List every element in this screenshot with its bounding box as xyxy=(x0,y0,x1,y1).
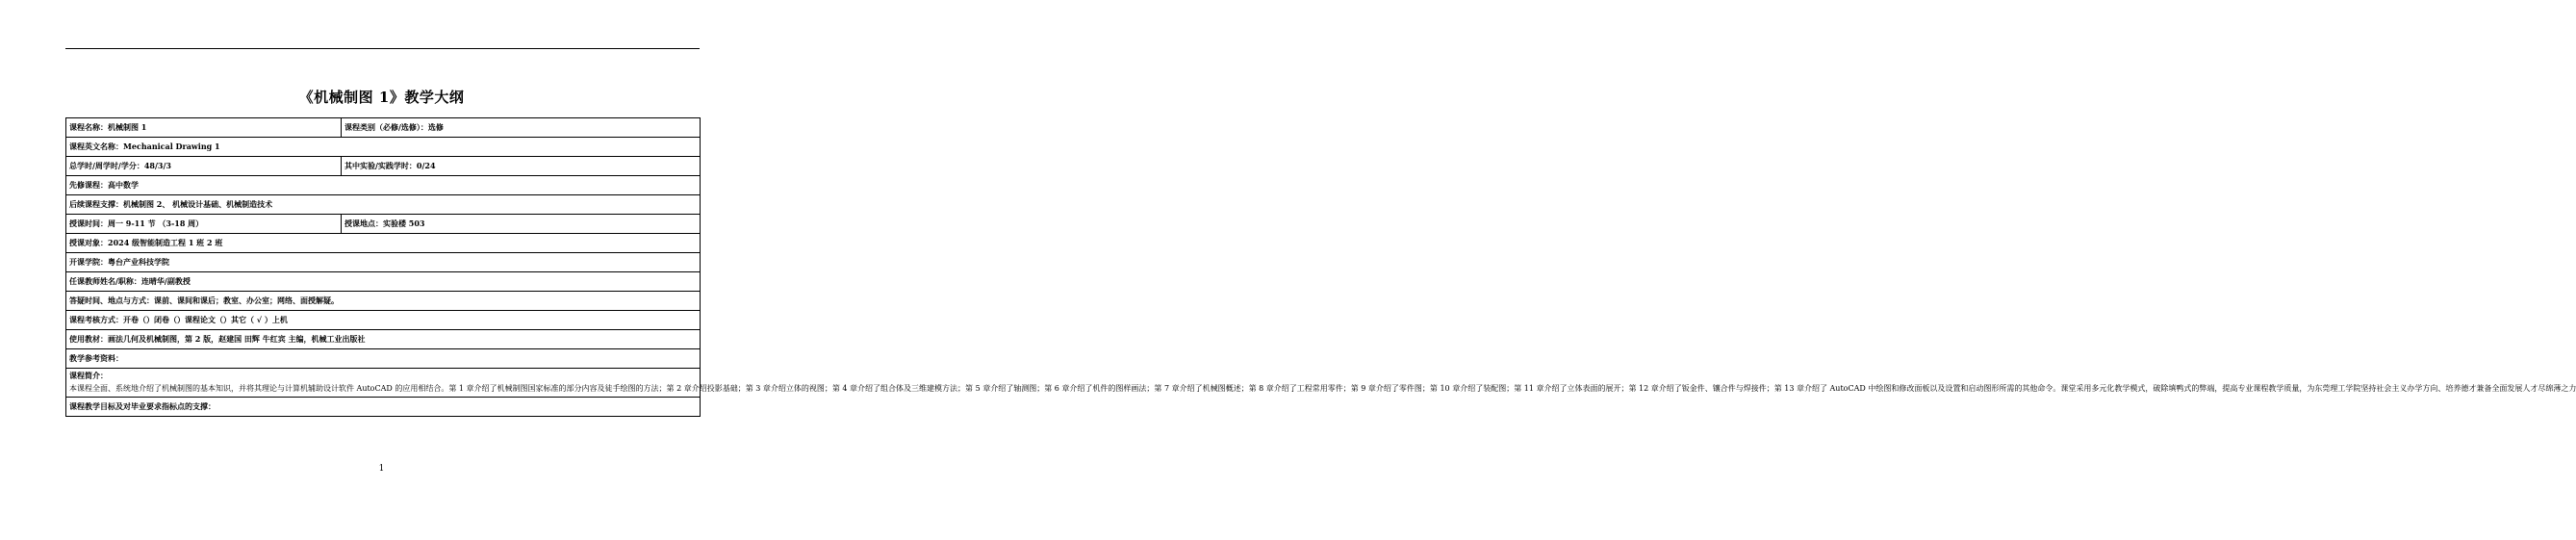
location-cell xyxy=(342,215,701,234)
audience-value: 2024 级智能制造工程 1 班 2 班 xyxy=(108,238,223,247)
audience-cell xyxy=(66,234,701,253)
college-cell xyxy=(66,253,701,272)
table-row xyxy=(66,157,701,176)
textbook-value: 画法几何及机械制图，第 2 版，赵建国 田辉 牛红宾 主编，机械工业出版社 xyxy=(108,334,366,344)
followup-label: 后续课程支撑： xyxy=(69,199,123,209)
intro-label: 课程简介： xyxy=(69,371,108,380)
teacher-value: 连晴华/副教授 xyxy=(140,276,191,286)
page-number: 1 xyxy=(378,464,385,474)
qa-value: 课前、课间和课后；教室、办公室；网络、面授解疑。 xyxy=(154,296,339,305)
english-name-cell xyxy=(66,138,701,157)
table-row xyxy=(66,195,701,215)
location-label: 授课地点： xyxy=(344,219,383,228)
hours-label: 总学时/周学时/学分： xyxy=(69,161,144,170)
table-row xyxy=(66,369,701,398)
table-row xyxy=(66,272,701,292)
audience-label: 授课对象： xyxy=(69,238,108,247)
intro-text: 本课程全面、系统地介绍了机械制图的基本知识，并将其理论与计算机辅助设计软件 AutoCAD 的应用相结合。第 1 章介绍了机械制图国家标准的部分内容及徒手绘图的方法；第 2 章介绍投影基础；第 3 章介绍立体的视图；第 4 章介绍了组合体及三维建模方法；第 5 章介绍了轴测图；第 6 章介绍了机件的图样画法；第 7 章介绍了机械图概述；第 8 章介绍了工程常用零件；第 9 章介绍了零件图；第 10 章介绍了装配图；第 11 章介绍了立体表面的展开；第 12 章介绍了钣金件、镶合件与焊接件；第 13 章介绍了 AutoCAD 中绘图和修改面板以及设置和启动图形所需的其他命令。课堂采用多元化教学模式，破除填鸭式的弊端，提高专业课程教学质量，为东莞理工学院坚持社会主义办学方向、培养德才兼备全面发展人才尽绵薄之力 xyxy=(69,384,2576,393)
table-row xyxy=(66,398,701,417)
assessment-value: 开卷（）闭卷（）课程论文（）其它（ √ ）上机 xyxy=(123,315,288,324)
table-row xyxy=(66,311,701,330)
prereq-value: 高中数学 xyxy=(108,180,139,190)
references-label: 教学参考资料： xyxy=(69,353,123,363)
english-name-label: 课程英文名称： xyxy=(69,141,123,151)
teacher-label: 任课教师姓名/职称： xyxy=(69,276,141,286)
table-row xyxy=(66,234,701,253)
assessment-label: 课程考核方式： xyxy=(69,315,123,324)
lab-hours-label: 其中实验/实践学时： xyxy=(344,161,417,170)
table-row xyxy=(66,253,701,272)
table-row xyxy=(66,292,701,311)
prereq-label: 先修课程： xyxy=(69,180,108,190)
table-row xyxy=(66,118,701,138)
time-label: 授课时间： xyxy=(69,219,108,228)
references-cell xyxy=(66,349,701,369)
textbook-label: 使用教材： xyxy=(69,334,108,344)
english-name-value: Mechanical Drawing 1 xyxy=(123,141,220,151)
objectives-cell xyxy=(66,398,701,417)
table-row xyxy=(66,176,701,195)
assessment-cell xyxy=(66,311,701,330)
course-type-label: 课程类别（必修/选修）： xyxy=(344,122,428,132)
table-row xyxy=(66,215,701,234)
qa-label: 答疑时间、地点与方式： xyxy=(69,296,154,305)
followup-value: 机械制图 2、 机械设计基础、机械制造技术 xyxy=(123,199,273,209)
course-type-value: 选修 xyxy=(427,122,444,132)
textbook-cell xyxy=(66,330,701,349)
time-value: 周一 9-11 节 （3-18 周） xyxy=(108,219,204,228)
table-row xyxy=(66,138,701,157)
table-row xyxy=(66,330,701,349)
time-cell xyxy=(66,215,342,234)
table-row xyxy=(66,349,701,369)
college-label: 开课学院： xyxy=(69,257,108,267)
lab-hours-value: 0/24 xyxy=(416,161,436,170)
lab-hours-cell xyxy=(342,157,701,176)
prereq-cell xyxy=(66,176,701,195)
course-name-label: 课程名称： xyxy=(69,122,108,132)
college-value: 粤台产业科技学院 xyxy=(108,257,169,267)
syllabus-table xyxy=(65,117,2576,417)
teacher-cell xyxy=(66,272,701,292)
header-rule xyxy=(65,48,700,49)
course-type-cell xyxy=(342,118,701,138)
intro-cell xyxy=(66,369,2576,398)
location-value: 实验楼 503 xyxy=(383,219,425,228)
qa-cell xyxy=(66,292,701,311)
hours-cell xyxy=(66,157,342,176)
followup-cell xyxy=(66,195,701,215)
document-title: 《机械制图 1》教学大纲 xyxy=(298,89,465,106)
objectives-label: 课程教学目标及对毕业要求指标点的支撑： xyxy=(69,401,216,411)
course-name-value: 机械制图 1 xyxy=(108,122,147,132)
course-name-cell xyxy=(66,118,342,138)
hours-value: 48/3/3 xyxy=(143,161,171,170)
